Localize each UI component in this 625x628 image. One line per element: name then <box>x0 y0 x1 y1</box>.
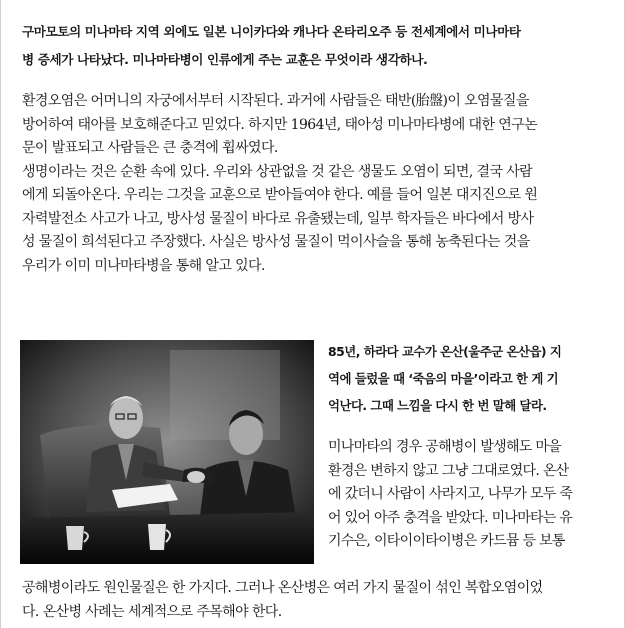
question-line: 구마모토의 미나마타 지역 외에도 일본 니이카다와 캐나다 온타리오주 등 전세계에서 미나마타 <box>22 24 521 39</box>
side-question-line: 역에 들렀을 때 ‘죽음의 마을’이라고 한 게 기 <box>328 371 559 386</box>
page-border-left <box>0 0 1 628</box>
side-answer-line: 기수은, 이타이이타이병은 카드뮴 등 보통 <box>328 533 565 549</box>
answer-line: 자력발전소 사고가 나고, 방사성 물질이 바다로 유출됐는데, 일부 학자들은 바다에서 방사 <box>22 210 534 227</box>
interview-answer <box>22 90 612 278</box>
answer-line: 에게 되돌아온다. 우리는 그것을 교훈으로 받아들여야 한다. 예를 들어 일본 대지진으로 원 <box>22 187 538 203</box>
interview-photo-illustration <box>20 340 314 564</box>
answer-line: 환경오염은 어머니의 자궁에서부터 시작된다. 과거에 사람들은 태반(胎盤)이 오염물질을 <box>22 93 529 109</box>
side-answer-line: 환경은 변하지 않고 그냥 그대로였다. 온산 <box>328 462 569 479</box>
interview-photo <box>20 340 314 564</box>
side-question-line: 85년, 하라다 교수가 온산(울주군 온산읍) 지 <box>328 344 562 359</box>
bottom-answer-line: 다. 온산병 사례는 세계적으로 주목해야 한다. <box>22 603 282 620</box>
answer-line: 우리가 이미 미나마타병을 통해 알고 있다. <box>22 257 265 274</box>
answer-line: 문이 발표되고 사람들은 큰 충격에 휩싸였다. <box>22 140 278 156</box>
interview-question-2 <box>328 338 608 419</box>
answer-line: 방어하여 태아를 보호해준다고 믿었다. 하지만 1964년, 태아성 미나마타병에 대한 연구논 <box>22 116 537 133</box>
answer-line: 생명이라는 것은 순환 속에 있다. 우리와 상관없을 것 같은 생물도 오염이 되면, 결국 사람 <box>22 163 533 180</box>
side-answer-line: 어 있어 아주 충격을 받았다. 미나마타는 유 <box>328 509 573 526</box>
side-question-line: 억난다. 그때 느낌을 다시 한 번 말해 달라. <box>328 398 547 413</box>
bottom-answer-line: 공해병이라도 원인물질은 한 가지다. 그러나 온산병은 여러 가지 물질이 섞인 복합오염이었 <box>22 580 543 596</box>
question-line: 병 증세가 나타났다. 미나마타병이 인류에게 주는 교훈은 무엇이라 생각하나. <box>22 52 428 67</box>
interview-question <box>22 18 608 74</box>
side-answer-line: 에 갔더니 사람이 사라지고, 나무가 모두 죽 <box>328 486 573 502</box>
side-answer-line: 미나마타의 경우 공해병이 발생해도 마을 <box>328 439 562 455</box>
answer-line: 성 물질이 희석된다고 주장했다. 사실은 방사성 물질이 먹이사슬을 통해 농축된다는 것을 <box>22 234 530 250</box>
interview-answer-2 <box>328 436 612 554</box>
interview-answer-2-continued <box>22 577 612 624</box>
